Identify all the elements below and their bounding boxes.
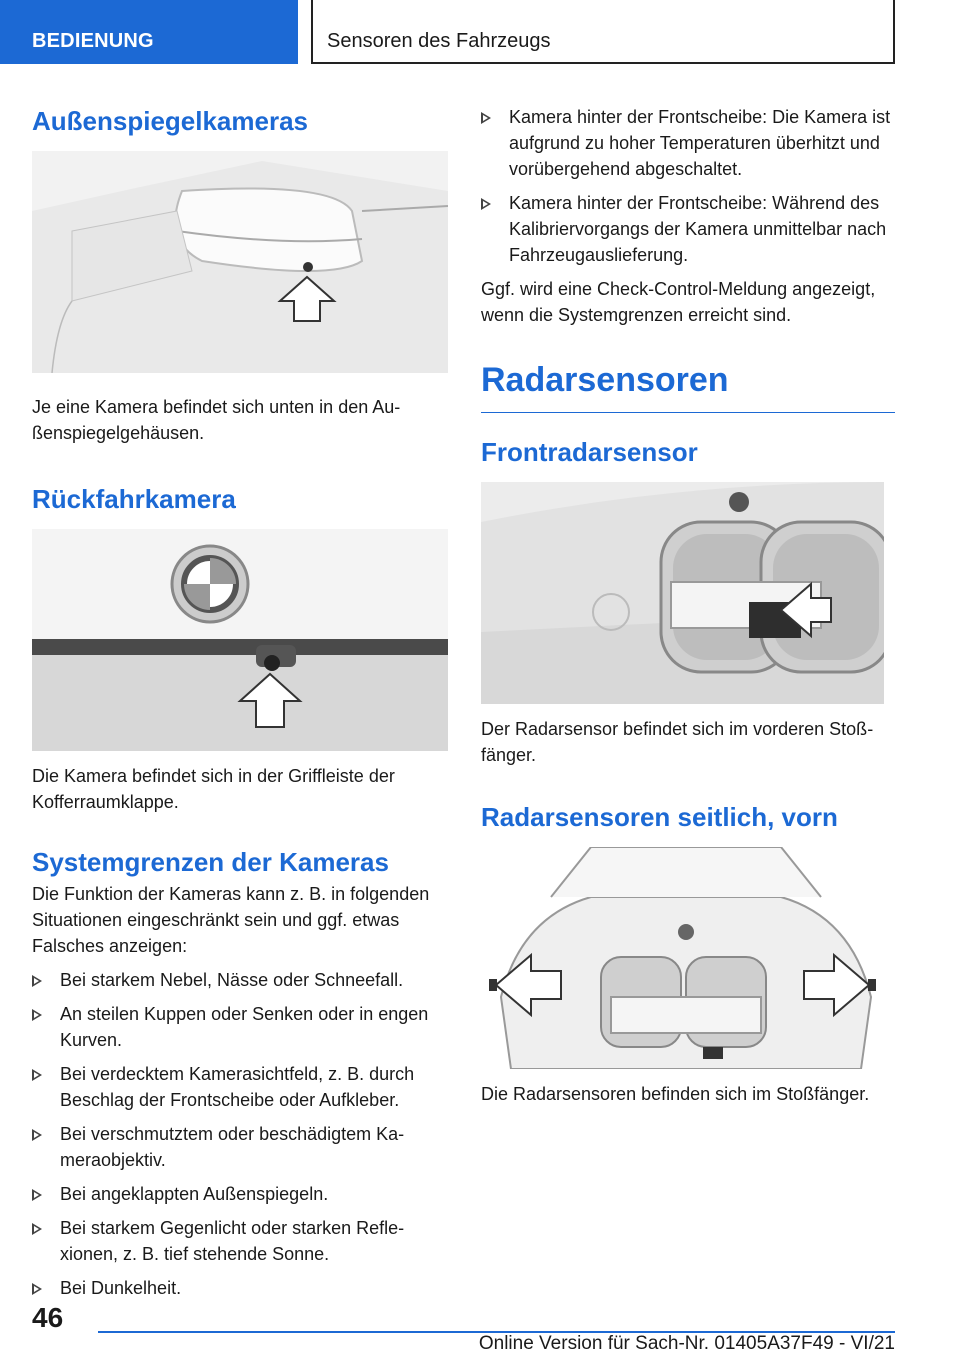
left-column [32,100,448,1309]
heading-mirror-cameras: Außenspiegelkameras [32,106,309,136]
heading-side-radar: Radarsensoren seitlich, vorn [481,802,838,832]
list-item: Kamera hinter der Frontscheibe: Während des Kalibriervorgangs der Kamera unmittelbar nach Fahrzeugauslieferung. [481,190,895,268]
camera-limits-list-continued [481,104,895,268]
rear-camera-caption: Die Kamera befindet sich in der Griffleiste der Kofferraumklappe. [32,766,395,812]
heading-camera-limits: Systemgrenzen der Kameras [32,847,389,877]
rear-camera-illustration [32,529,448,751]
chapter-title-radar: Radarsensoren [481,358,895,413]
triangle-bullet-icon [32,1129,42,1141]
triangle-bullet-icon [481,112,491,124]
list-item: Bei starkem Nebel, Nässe oder Schneefall. [32,967,448,993]
right-column [481,104,895,1107]
heading-rear-camera: Rückfahrkamera [32,484,236,514]
triangle-bullet-icon [481,198,491,210]
list-item: Kamera hinter der Frontscheibe: Die Kamera ist aufgrund zu hoher Temperaturen überhitzt und vorübergehend abgeschaltet. [481,104,895,182]
mirror-camera-caption: Je eine Kamera befindet sich unten in den Außenspiegelgehäusen. [32,397,401,443]
header-section-label: BEDIENUNG [0,0,298,64]
triangle-bullet-icon [32,1009,42,1021]
list-item: An steilen Kuppen oder Senken oder in engen Kurven. [32,1001,448,1053]
heading-front-radar: Frontradarsensor [481,437,698,467]
triangle-bullet-icon [32,1069,42,1081]
list-item: Bei Dunkelheit. [32,1275,448,1301]
page-number: 46 [32,1302,64,1333]
front-radar-caption: Der Radarsensor befindet sich im vorderen Stoßfänger. [481,719,874,765]
side-radar-illustration [481,847,884,1069]
camera-limits-list [32,967,448,1301]
list-item: Bei angeklappten Außenspiegeln. [32,1181,448,1207]
side-radar-caption: Die Radarsensoren befinden sich im Stoßfänger. [481,1084,870,1104]
triangle-bullet-icon [32,975,42,987]
footer-version-text: Online Version für Sach-Nr. 01405A37F49 - VI/21 [478,1333,895,1354]
triangle-bullet-icon [32,1283,42,1295]
check-control-note: Ggf. wird eine Check-Control-Meldung angezeigt, wenn die Systemgrenzen erreicht sind. [481,279,876,325]
list-item: Bei starkem Gegenlicht oder starken Reflexionen, z. B. tief stehende Sonne. [32,1215,448,1267]
triangle-bullet-icon [32,1223,42,1235]
header-page-title: Sensoren des Fahrzeugs [311,0,895,64]
list-item: Bei verschmutztem oder beschädigtem Kameraobjektiv. [32,1121,448,1173]
front-radar-illustration [481,482,884,704]
list-item: Bei verdecktem Kamerasichtfeld, z. B. durch Beschlag der Frontscheibe oder Aufkleber. [32,1061,448,1113]
camera-limits-intro: Die Funktion der Kameras kann z. B. in folgenden Situationen eingeschränkt sein und ggf. etwas Falsches anzeigen: [32,884,430,956]
triangle-bullet-icon [32,1189,42,1201]
mirror-camera-illustration [32,151,448,373]
